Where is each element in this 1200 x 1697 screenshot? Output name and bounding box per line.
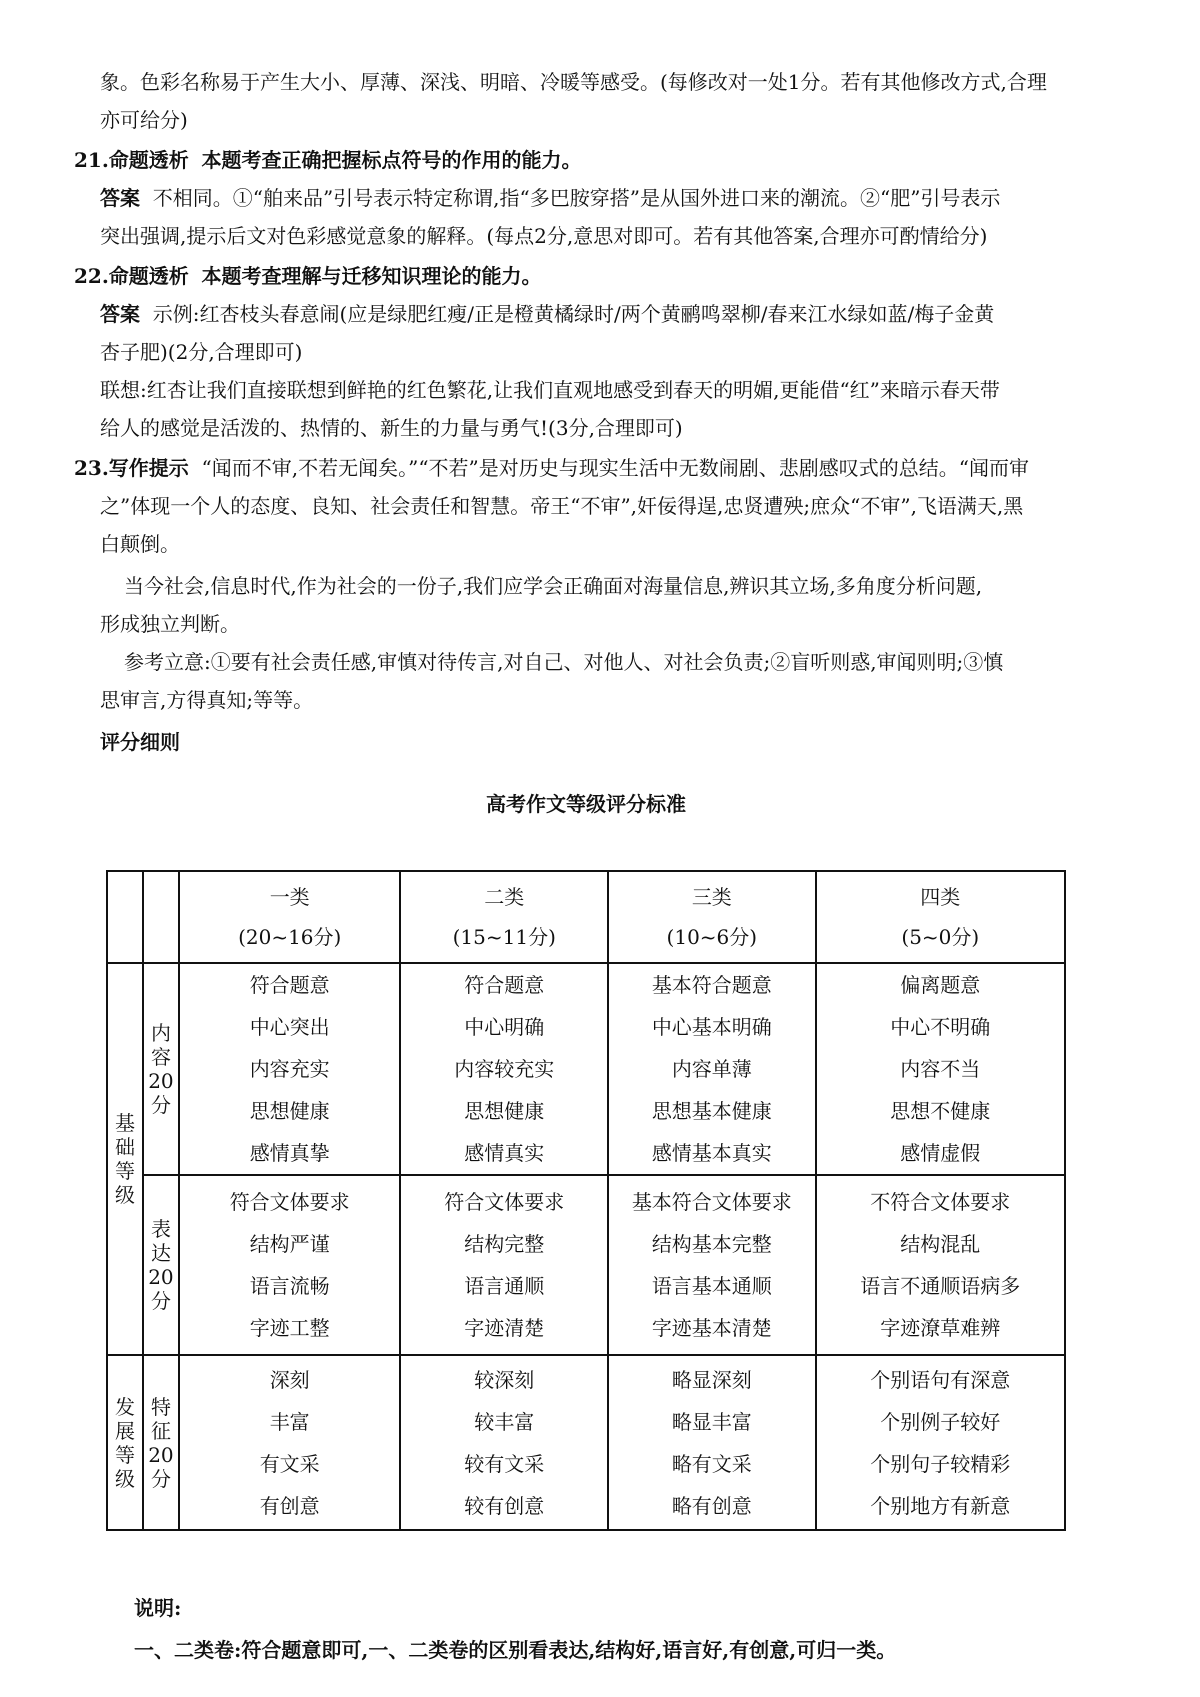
cell-item: 字迹基本清楚 [651,1316,772,1340]
cell-item: 个别语句有深意 [870,1367,1011,1392]
label-char: 础 [114,1135,135,1159]
label-char: 达 [150,1241,171,1265]
cell-item: 丰富 [269,1409,310,1434]
corner-cell [143,871,179,963]
label-char: 特 [150,1394,171,1419]
cell-item: 中心明确 [464,1015,545,1039]
label-char: 征 [150,1418,171,1443]
table-row [107,1175,1065,1355]
table-cell [179,963,401,1175]
table-cell [816,963,1065,1175]
table-cell [179,1355,401,1530]
cell-item: 个别地方有新意 [870,1493,1011,1518]
cell-item: 语言不通顺语病多 [860,1274,1021,1298]
cell-item: 内容充实 [249,1057,330,1081]
table-title: 高考作文等级评分标准 [486,792,686,816]
cell-item: 思想不健康 [890,1099,991,1123]
grading-details-heading: 评分细则 [100,730,180,754]
cell-item: 符合题意 [249,973,330,997]
cell-item: 语言通顺 [464,1274,545,1298]
section-22-header: 22.命题透析 本题考查理解与迁移知识理论的能力。 [74,264,542,288]
cell-item: 感情真挚 [249,1141,330,1165]
table-row [107,1355,1065,1530]
header-class-1: 一类 (20~16分) [179,871,401,963]
cell-item: 较丰富 [474,1409,535,1434]
label-char: 内 [150,1021,171,1045]
table-cell [608,963,816,1175]
table-cell [608,1175,816,1355]
cell-item: 符合题意 [464,973,545,997]
cell-item: 感情真实 [464,1141,545,1165]
cell-item: 基本符合题意 [651,973,772,997]
label-char: 表 [150,1217,171,1241]
label-char: 发 [114,1394,135,1419]
cell-item: 结构混乱 [900,1232,981,1256]
section-21-header: 21.命题透析 本题考查正确把握标点符号的作用的能力。 [74,148,582,172]
header-class-3: 三类 (10~6分) [608,871,816,963]
table-row [107,963,1065,1175]
cell-item: 内容单薄 [671,1057,752,1081]
paragraph: 给人的感觉是活泼的、热情的、新生的力量与勇气!(3分,合理即可) [100,416,683,440]
cell-item: 内容较充实 [454,1057,555,1081]
table-cell [400,963,608,1175]
cell-item: 较有创意 [464,1493,545,1518]
label-char: 等 [114,1159,135,1183]
corner-cell [107,871,143,963]
cell-item: 有文采 [259,1451,320,1476]
label-char: 分 [150,1466,171,1491]
table-cell [608,1355,816,1530]
label-char: 20 [148,1265,174,1289]
cell-item: 中心突出 [249,1015,330,1039]
header-class-4: 四类 (5~0分) [816,871,1065,963]
table-cell [179,1175,401,1355]
cell-item: 中心基本明确 [651,1015,772,1039]
row-label-content [143,963,179,1175]
cell-item: 字迹清楚 [464,1316,545,1340]
notes-item: 一、二类卷:符合题意即可,一、二类卷的区别看表达,结构好,语言好,有创意,可归一类。 [134,1638,897,1662]
cell-item: 中心不明确 [890,1015,991,1039]
cell-item: 字迹潦草难辨 [880,1316,1001,1340]
paragraph: 杏子肥)(2分,合理即可) [100,340,303,364]
table-cell [400,1175,608,1355]
cell-item: 略显丰富 [671,1409,752,1434]
label-char: 级 [114,1183,135,1207]
label-char: 20 [148,1442,174,1467]
paragraph: 参考立意:①要有社会责任感,审慎对待传言,对自己、对他人、对社会负责;②盲听则惑,审闻则明;③慎 [124,650,1004,674]
cell-item: 思想健康 [249,1099,330,1123]
cell-item: 结构基本完整 [651,1232,772,1256]
label-char: 基 [114,1111,135,1135]
paragraph: 联想:红杏让我们直接联想到鲜艳的红色繁花,让我们直观地感受到春天的明媚,更能借“红”来暗示春天带 [100,378,1000,402]
paragraph: 亦可给分) [100,108,188,132]
cell-item: 较有文采 [464,1451,545,1476]
cell-item: 语言流畅 [249,1274,330,1298]
cell-item: 字迹工整 [249,1316,330,1340]
paragraph: 白颠倒。 [100,532,180,556]
row-label-features [143,1355,179,1530]
cell-item: 略显深刻 [671,1367,752,1392]
paragraph: 象。色彩名称易于产生大小、厚薄、深浅、明暗、冷暖等感受。(每修改对一处1分。若有其他修改方式,合理 [100,70,1047,94]
label-char: 分 [150,1289,171,1313]
label-char: 20 [148,1069,174,1093]
header-class-2: 二类 (15~11分) [400,871,608,963]
answer-22: 答案 示例:红杏枝头春意闹(应是绿肥红瘦/正是橙黄橘绿时/两个黄鹂鸣翠柳/春来江水绿如蓝/梅子金黄 [100,302,995,326]
cell-item: 基本符合文体要求 [631,1190,792,1214]
label-char: 等 [114,1442,135,1467]
cell-item: 符合文体要求 [229,1190,350,1214]
table-cell [816,1175,1065,1355]
table-header-row [107,871,1065,963]
cell-item: 略有文采 [671,1451,752,1476]
notes-label: 说明: [134,1596,182,1620]
cell-item: 略有创意 [671,1493,752,1518]
label-char: 级 [114,1466,135,1491]
row-label-expression [143,1175,179,1355]
cell-item: 个别例子较好 [880,1409,1001,1434]
cell-item: 感情基本真实 [651,1141,772,1165]
cell-item: 有创意 [259,1493,320,1518]
label-char: 展 [114,1418,135,1443]
label-char: 容 [150,1045,171,1069]
cell-item: 较深刻 [474,1367,535,1392]
cell-item: 感情虚假 [900,1141,981,1165]
table-cell [816,1355,1065,1530]
cell-item: 个别句子较精彩 [870,1451,1011,1476]
group-label-basic [107,963,143,1355]
label-char: 分 [150,1093,171,1117]
paragraph: 之”体现一个人的态度、良知、社会责任和智慧。帝王“不审”,奸佞得逞,忠贤遭殃;庶众“不审”,飞语满天,黑 [100,494,1024,518]
group-label-development [107,1355,143,1530]
cell-item: 不符合文体要求 [870,1190,1011,1214]
table-cell [400,1355,608,1530]
cell-item: 思想基本健康 [651,1099,772,1123]
section-23-header: 23.写作提示 “闻而不审,不若无闻矣。”“不若”是对历史与现实生活中无数闹剧、悲剧感叹式的总结。“闻而审 [74,456,1029,480]
answer-21: 答案 不相同。①“舶来品”引号表示特定称谓,指“多巴胺穿搭”是从国外进口来的潮流。②“肥”引号表示 [100,186,1001,210]
cell-item: 思想健康 [464,1099,545,1123]
cell-item: 内容不当 [900,1057,981,1081]
cell-item: 结构严谨 [249,1232,330,1256]
cell-item: 偏离题意 [900,973,981,997]
paragraph: 当今社会,信息时代,作为社会的一份子,我们应学会正确面对海量信息,辨识其立场,多角度分析问题, [124,574,983,598]
cell-item: 符合文体要求 [444,1190,565,1214]
paragraph: 形成独立判断。 [100,612,240,636]
cell-item: 深刻 [269,1367,310,1392]
paragraph: 思审言,方得真知;等等。 [100,688,314,712]
grading-table [106,870,1066,1531]
cell-item: 语言基本通顺 [651,1274,772,1298]
paragraph: 突出强调,提示后文对色彩感觉意象的解释。(每点2分,意思对即可。若有其他答案,合理亦可酌情给分) [100,224,988,248]
cell-item: 结构完整 [464,1232,545,1256]
